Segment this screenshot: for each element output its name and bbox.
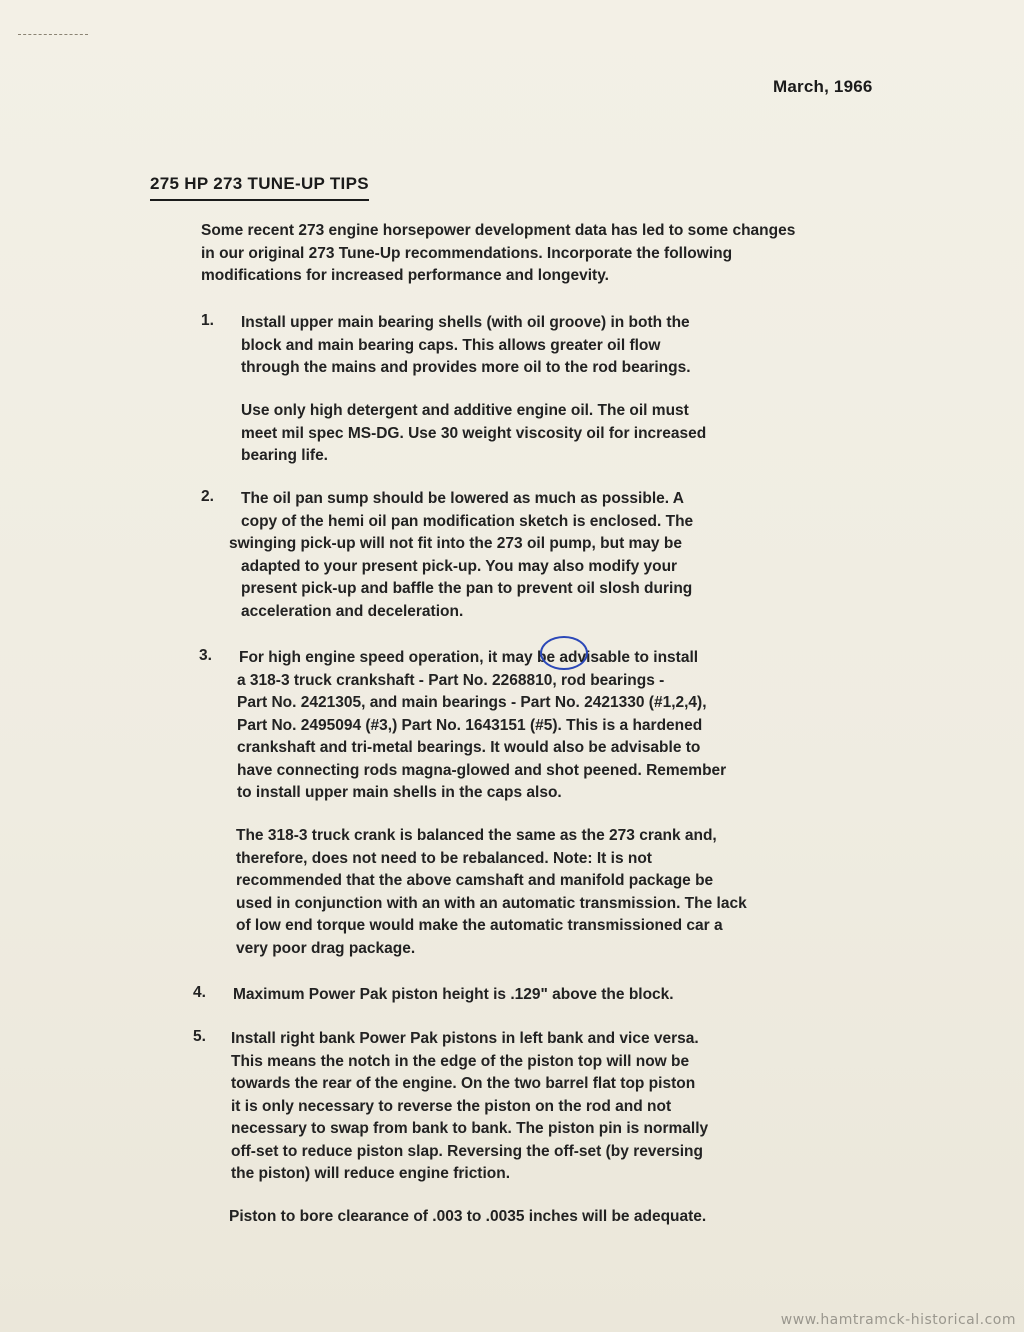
ink-circle-annotation xyxy=(540,636,588,670)
text-line: block and main bearing caps. This allows greater oil flow xyxy=(241,336,661,354)
text-line: Install right bank Power Pak pistons in left bank and vice versa. xyxy=(231,1030,699,1047)
text-line: recommended that the above camshaft and manifold package be xyxy=(236,872,714,889)
text-line: adapted to your present pick-up. You may also modify your xyxy=(241,557,678,575)
text-line: Maximum Power Pak piston height is .129" above the block. xyxy=(233,986,674,1003)
text-line: The oil pan sump should be lowered as much as possible. A xyxy=(241,490,684,507)
document-date: March, 1966 xyxy=(773,77,873,96)
text-line: acceleration and deceleration. xyxy=(241,602,464,620)
item-5-paragraph-1 xyxy=(231,1028,708,1186)
text-line: This means the notch in the edge of the piston top will now be xyxy=(231,1052,690,1070)
item-number: 5. xyxy=(193,1028,206,1045)
text-line: necessary to swap from bank to bank. The piston pin is normally xyxy=(231,1120,709,1137)
text-line: through the mains and provides more oil to the rod bearings. xyxy=(241,359,691,376)
text-line: of low end torque would make the automatic transmissioned car a xyxy=(236,917,723,934)
item-number: 1. xyxy=(201,312,214,329)
text-line: very poor drag package. xyxy=(236,939,416,957)
text-line: Part No. 2421305, and main bearings - Part No. 2421330 (#1,2,4), xyxy=(237,694,707,711)
text-line: off-set to reduce piston slap. Reversing the off-set (by reversing xyxy=(231,1142,703,1160)
item-2-paragraph-1 xyxy=(229,488,694,623)
text-line: For high engine speed operation, it may be advisable to install xyxy=(239,649,699,666)
item-3-paragraph-2 xyxy=(236,825,747,960)
text-line: used in conjunction with an with an automatic transmission. The lack xyxy=(236,894,747,912)
item-4-paragraph-1 xyxy=(233,984,674,1007)
document-title: 275 HP 273 TUNE-UP TIPS xyxy=(150,174,369,201)
item-number: 3. xyxy=(199,647,212,664)
text-line: Piston to bore clearance of .003 to .0035 inches will be adequate. xyxy=(229,1208,707,1225)
text-line: in our original 273 Tune-Up recommendations. Incorporate the following xyxy=(201,244,733,262)
text-line: Use only high detergent and additive engine oil. The oil must xyxy=(241,402,689,419)
item-1-paragraph-1 xyxy=(241,312,691,380)
text-line: have connecting rods magna-glowed and shot peened. Remember xyxy=(237,761,727,779)
item-5-paragraph-2 xyxy=(229,1206,706,1229)
text-line: a 318-3 truck crankshaft - Part No. 2268810, rod bearings - xyxy=(237,671,665,689)
text-line: the piston) will reduce engine friction. xyxy=(231,1165,511,1182)
text-line: crankshaft and tri-metal bearings. It would also be advisable to xyxy=(237,739,701,756)
text-line: meet mil spec MS-DG. Use 30 weight viscosity oil for increased xyxy=(241,424,707,442)
site-watermark: www.hamtramck-historical.com xyxy=(780,1312,1016,1328)
item-number: 4. xyxy=(193,984,206,1001)
item-1-paragraph-2 xyxy=(241,400,706,468)
text-line: present pick-up and baffle the pan to prevent oil slosh during xyxy=(241,580,693,597)
text-line: bearing life. xyxy=(241,447,328,464)
text-line: towards the rear of the engine. On the two barrel flat top piston xyxy=(231,1075,696,1092)
item-number: 2. xyxy=(201,488,214,505)
text-line: The 318-3 truck crank is balanced the same as the 273 crank and, xyxy=(236,827,717,844)
intro-paragraph xyxy=(201,220,795,288)
text-line: swinging pick-up will not fit into the 273 oil pump, but may be xyxy=(229,535,682,552)
text-line: copy of the hemi oil pan modification sketch is enclosed. The xyxy=(241,512,694,530)
scan-edge-mark xyxy=(18,34,88,37)
text-line: it is only necessary to reverse the piston on the rod and not xyxy=(231,1097,672,1115)
text-line: therefore, does not need to be rebalanced. Note: It is not xyxy=(236,849,652,867)
text-line: Install upper main bearing shells (with oil groove) in both the xyxy=(241,314,690,331)
text-line: modifications for increased performance and longevity. xyxy=(201,267,609,284)
text-line: Some recent 273 engine horsepower development data has led to some changes xyxy=(201,222,796,239)
text-line: Part No. 2495094 (#3,) Part No. 1643151 (#5). This is a hardened xyxy=(237,716,703,734)
text-line: to install upper main shells in the caps also. xyxy=(237,784,562,801)
item-3-paragraph-1 xyxy=(239,647,726,805)
